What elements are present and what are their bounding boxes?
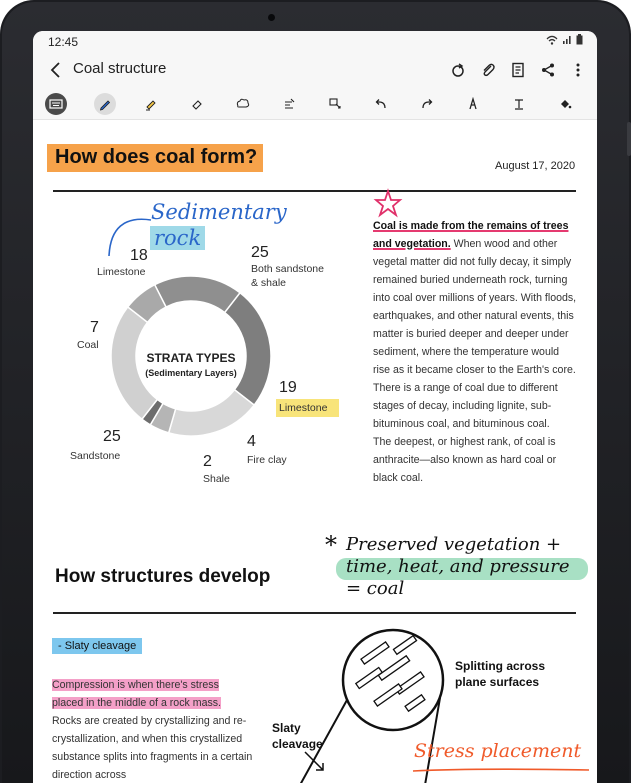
note-title[interactable]: Coal structure	[73, 60, 167, 77]
handwriting-rock: rock	[150, 226, 205, 250]
article-body: When wood and other vegetal matter did not fully decay, it simply remained buried underneath rock, turning into coal over millions of years. With floods, earthquakes, and other natural events, this matter is buried deeper and deeper under sediment, where the temperature would rise as it became closer to the Earth's core. There is a range of coal due to different stages of decay, including lignite, sub-bituminous coal, and bituminous coal.	[373, 238, 577, 430]
text-format-icon	[512, 97, 526, 111]
chart-label-coal: Coal	[77, 339, 99, 351]
chart-value-sandstone-shale: 25	[251, 244, 269, 261]
screen	[33, 31, 597, 783]
chart-title: STRATA TYPES	[146, 351, 236, 365]
redo-icon	[420, 97, 434, 111]
chart-subtitle: (Sedimentary Layers)	[145, 368, 237, 378]
status-bar	[33, 31, 597, 53]
more-options-button[interactable]	[567, 59, 589, 81]
chart-value-sandstone: 25	[103, 428, 121, 445]
highlighter-icon	[144, 97, 158, 111]
front-camera	[268, 14, 275, 21]
note-date: August 17, 2020	[495, 160, 576, 172]
pen-settings-icon	[466, 97, 480, 111]
undo-icon	[374, 97, 388, 111]
undo-tool[interactable]	[370, 93, 392, 115]
back-button[interactable]	[45, 58, 67, 82]
structures-body: Rocks are created by crystallizing and re-crystallization, and when this crystallized substance splits into fragments in a certain direction across	[52, 715, 253, 781]
battery-icon	[576, 34, 583, 45]
chart-label-shale: Shale	[203, 473, 230, 485]
side-button	[627, 122, 631, 156]
stress-placement-label: Stress placement	[414, 740, 582, 762]
attach-button[interactable]	[477, 59, 499, 81]
lasso-tool[interactable]	[232, 93, 254, 115]
document-icon	[511, 62, 525, 78]
note-line-2: time, heat, and pressure	[346, 556, 570, 577]
app-bar-actions	[447, 59, 589, 81]
chart-value-coal: 7	[90, 319, 99, 336]
donut-slice-0	[155, 276, 240, 313]
article-paragraph	[373, 217, 578, 487]
note-canvas[interactable]	[33, 120, 597, 783]
lock-button[interactable]	[447, 59, 469, 81]
chart-value-limestone-18: 18	[130, 247, 148, 264]
note-line-3: = coal	[346, 578, 405, 599]
wifi-icon	[546, 35, 558, 45]
chart-label-sandstone-shale-1: Both sandstone	[251, 263, 324, 275]
chart-value-shale: 2	[203, 453, 212, 470]
splitting-label	[455, 658, 545, 690]
text-recognize-tool[interactable]	[278, 93, 300, 115]
sync-icon	[450, 62, 466, 78]
splitting-label-1: Splitting across	[455, 659, 546, 673]
handwriting-sedimentary: Sedimentary	[151, 200, 287, 224]
donut-slice-1	[225, 293, 271, 405]
splitting-label-2: plane surfaces	[455, 675, 540, 689]
divider	[53, 190, 576, 192]
more-vertical-icon	[575, 62, 581, 78]
pen-toolbar	[33, 89, 597, 120]
eraser-icon	[190, 97, 204, 111]
chart-label-fire-clay: Fire clay	[247, 454, 287, 466]
article-body-2: The deepest, or highest rank, of coal is anthracite—also known as hard coal or black coal.	[373, 436, 557, 484]
highlighter-tool[interactable]	[140, 93, 162, 115]
text-format-tool[interactable]	[508, 93, 530, 115]
shape-tool[interactable]	[324, 93, 346, 115]
handwriting-icon	[282, 97, 296, 111]
pointer-arrow	[301, 748, 331, 778]
pen-tool[interactable]	[94, 93, 116, 115]
shape-icon	[328, 97, 342, 111]
chart-label-sandstone-shale-2: & shale	[251, 277, 287, 289]
pen-icon	[98, 97, 112, 111]
keyboard-tool[interactable]	[45, 93, 67, 115]
stress-underline	[411, 766, 591, 776]
keyboard-icon	[49, 98, 63, 110]
chart-label-limestone-19: Limestone	[279, 402, 328, 414]
structures-paragraph	[52, 676, 267, 783]
note-line-1: Preserved vegetation +	[346, 534, 562, 555]
paperclip-icon	[480, 62, 496, 78]
pink-highlight-2: placed in the middle of a rock mass.	[52, 697, 221, 709]
status-icons	[546, 34, 583, 45]
handwriting-arrow	[101, 212, 157, 262]
chevron-left-icon	[45, 58, 67, 82]
signal-icon	[562, 35, 572, 45]
share-button[interactable]	[537, 59, 559, 81]
pen-settings-tool[interactable]	[462, 93, 484, 115]
article-lead-2: and vegetation.	[373, 238, 451, 250]
background-tool[interactable]	[554, 93, 576, 115]
note-star: *	[325, 531, 337, 559]
chart-label-sandstone: Sandstone	[70, 450, 121, 462]
share-icon	[540, 62, 556, 78]
star-doodle-icon	[373, 188, 403, 218]
chart-label-limestone-18: Limestone	[97, 266, 146, 278]
slaty-cleavage-tag: - Slaty cleavage	[52, 638, 142, 654]
section-heading-structures: How structures develop	[55, 566, 271, 587]
section-heading-coal: How does coal form?	[47, 144, 263, 172]
lasso-icon	[235, 97, 251, 111]
eraser-tool[interactable]	[186, 93, 208, 115]
divider	[53, 612, 576, 614]
page-view-button[interactable]	[507, 59, 529, 81]
slaty-label-1: Slaty	[272, 721, 301, 735]
chart-value-limestone-19: 19	[279, 379, 297, 396]
chart-value-fire-clay: 4	[247, 433, 256, 450]
pink-highlight-1: Compression is when there's stress	[52, 679, 219, 691]
app-bar	[33, 53, 597, 89]
article-lead-1: Coal is made from the remains of trees	[373, 220, 569, 232]
paint-bucket-icon	[558, 97, 572, 111]
slaty-label-2: cleavage	[272, 737, 323, 751]
status-time: 12:45	[48, 35, 79, 49]
donut-slice-2	[169, 390, 255, 436]
redo-tool[interactable]	[416, 93, 438, 115]
